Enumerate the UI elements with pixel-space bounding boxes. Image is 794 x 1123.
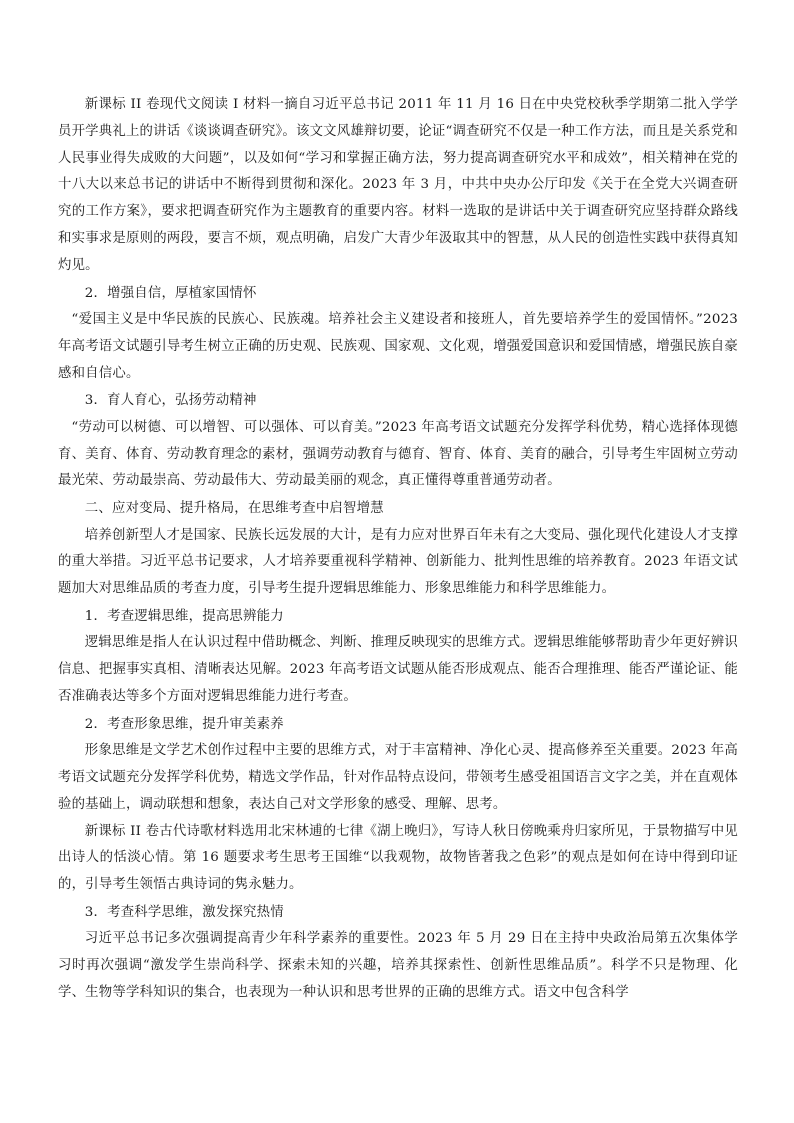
paragraph-logic: 逻辑思维是指人在认识过程中借助概念、判断、推理反映现实的思维方式。逻辑思维能够帮助青少年更好辨识信息、把握事实真相、清晰表达见解。2023 年高考语文试题从能否形成观点、能否合理推理、能否严谨论证、能否准确表达等多个方面对逻辑思维能力进行考查。 bbox=[58, 635, 738, 704]
paragraph-innovation: 培养创新型人才是国家、民族长远发展的大计，是有力应对世界百年未有之大变局、强化现代化建设人才支撑的重大举措。习近平总书记要求，人才培养要重视科学精神、创新能力、批判性思维的培养教育。2023 年语文试题加大对思维品质的考查力度，引导考生提升逻辑思维能力、形象思维能力和科学思维能力。 bbox=[58, 527, 738, 597]
paragraph-intro: 新课标 II 卷现代文阅读 I 材料一摘自习近平总书记 2011 年 11 月 16 日在中央党校秋季学期第二批入学学员开学典礼上的讲话《谈谈调查研究》。该文文风雄辩切要，论证“调查研究不仅是一种工作方法，而且是关系党和人民事业得失成败的大问题”，以及如何“学习和掌握正确方法，努力提高调查研究水平和成效”，相关精神在党的十八大以来总书记的讲话中不断得到贯彻和深化。2023 年 3 月，中共中央办公厅印发《关于在全党大兴调查研究的工作方案》，要求把调查研究作为主题教育的重要内容。材料一选取的是讲话中关于调查研究应坚持群众路线和实事求是原则的两段，要言不烦，观点明确，启发广大青少年汲取其中的智慧，从人民的创造性实践中获得真知灼见。 bbox=[58, 97, 738, 273]
section-heading: 3．考查科学思维，激发探究热情 bbox=[84, 904, 284, 920]
section-heading: 2．考查形象思维，提升审美素养 bbox=[84, 716, 284, 732]
paragraph-patriotism: “爱国主义是中华民族的民族心、民族魂。培养社会主义建设者和接班人，首先要培养学生的爱国情怀。”2023 年高考语文试题引导考生树立正确的历史观、民族观、国家观、文化观，增强爱国意识和爱国情感，增强民族自豪感和自信心。 bbox=[58, 311, 738, 381]
section-heading: 3．育人育心，弘扬劳动精神 bbox=[84, 393, 257, 409]
paragraph-labor: “劳动可以树德、可以增智、可以强体、可以育美。”2023 年高考语文试题充分发挥学科优势，精心选择体现德育、美育、体育、劳动教育理念的素材，强调劳动教育与德育、智育、体育、美育的融合，引导考生牢固树立劳动最光荣、劳动最崇高、劳动最伟大、劳动最美丽的观念，真正懂得尊重普通劳动者。 bbox=[58, 419, 738, 489]
section-heading: 1．考查逻辑思维，提高思辨能力 bbox=[84, 608, 284, 624]
paragraph-poem: 新课标 II 卷古代诗歌材料选用北宋林逋的七律《湖上晚归》，写诗人秋日傍晚乘舟归家所见，于景物描写中见出诗人的恬淡心情。第 16 题要求考生思考王国维“以我观物，故物皆著我之色彩”的观点是如何在诗中得到印证的，引导考生领悟古典诗词的隽永魅力。 bbox=[58, 823, 738, 893]
document-body bbox=[58, 92, 738, 1007]
paragraph-science: 习近平总书记多次强调提高青少年科学素养的重要性。2023 年 5 月 29 日在主持中央政治局第五次集体学习时再次强调“激发学生崇尚科学、探索未知的兴趣，培养其探索性、创新性思维品质”。科学不只是物理、化学、生物等学科知识的集合，也表现为一种认识和思考世界的正确的思维方式。语文中包含科学 bbox=[58, 931, 738, 1000]
paragraph-imagery: 形象思维是文学艺术创作过程中主要的思维方式，对于丰富精神、净化心灵、提高修养至关重要。2023 年高考语文试题充分发挥学科优势，精选文学作品，针对作品特点设问，带领考生感受祖国语言文字之美，并在直观体验的基础上，调动联想和想象，表达自己对文学形象的感受、理解、思考。 bbox=[58, 743, 738, 812]
section-heading: 2．增强自信，厚植家国情怀 bbox=[84, 285, 257, 301]
chapter-heading: 二、应对变局、提升格局，在思维考查中启智增慧 bbox=[84, 501, 384, 517]
